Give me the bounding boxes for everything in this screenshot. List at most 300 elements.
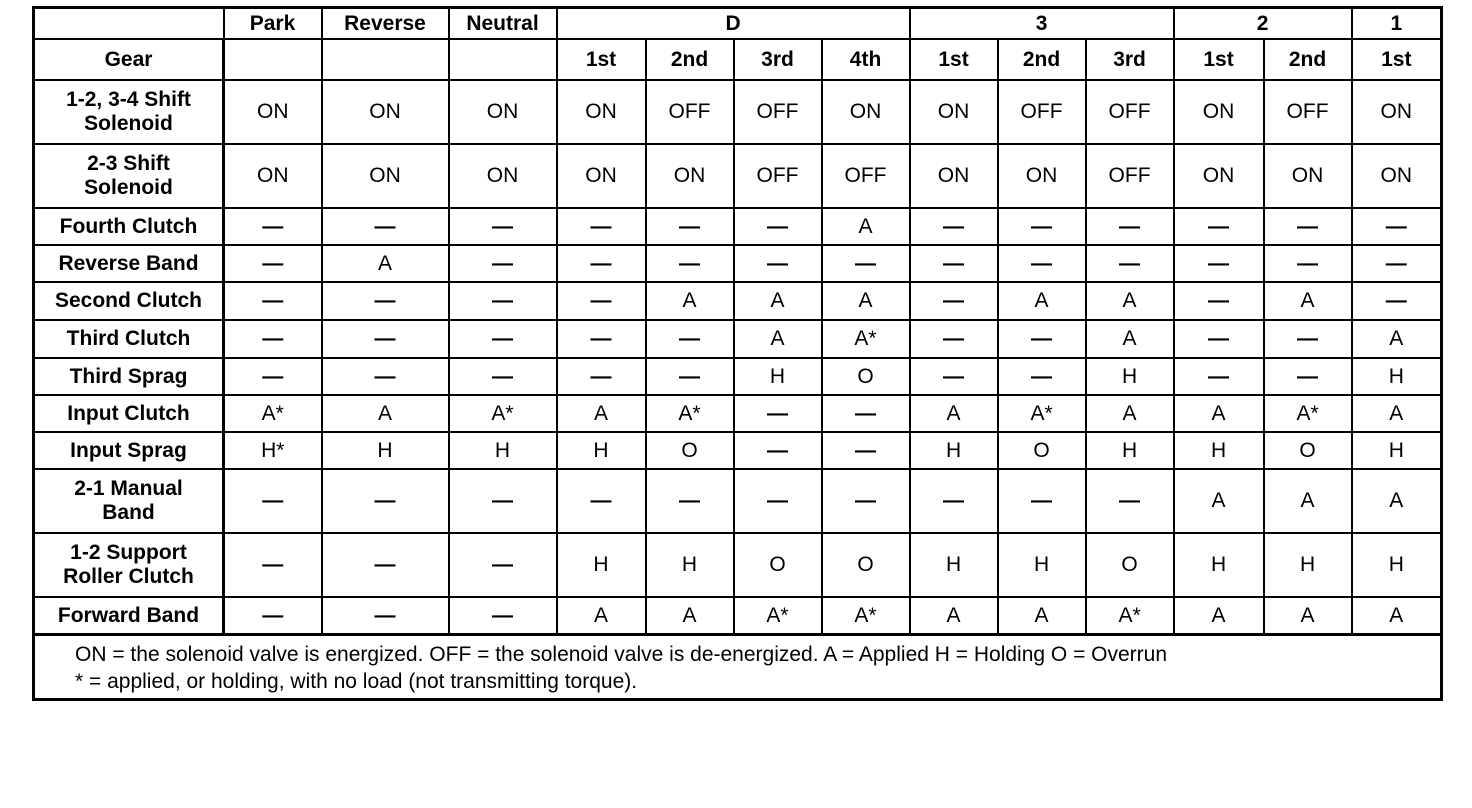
row-label [34,144,224,208]
table-row [34,395,1442,432]
cell-value: ON [937,164,970,187]
row-label [34,80,224,144]
cell-value: H [377,438,393,462]
table-cell [910,282,998,320]
cell-value: O [857,553,874,576]
cell-value: OFF [844,164,887,187]
cell-value: O [769,553,786,576]
table-cell [646,395,734,432]
table-cell [646,320,734,358]
cell-value: ON [585,164,617,187]
table-cell [1352,469,1442,533]
table-cell [557,358,646,395]
table-cell [1352,208,1442,245]
row-label: Gear [34,39,224,80]
dash-mark: — [943,289,965,312]
cell-value: A [770,289,785,312]
cell-value: OFF [1108,100,1151,123]
cell-value: A* [261,401,284,425]
cell-value: H [1388,553,1404,576]
dash-mark: — [679,214,700,238]
cell-value: OFF [668,100,711,123]
cell-value: O [857,364,874,388]
table-cell [910,597,998,635]
cell-value: OFF [1108,164,1151,187]
dash-mark: — [590,327,612,350]
cell-value: A [1300,603,1315,627]
dash-mark: — [767,438,788,462]
table-cell [822,533,910,597]
cell-value: A [858,214,873,238]
cell-value: A [1389,401,1404,425]
table-cell [557,144,646,208]
table-cell [224,432,322,469]
cell-value: H [593,553,609,576]
table-cell [449,245,557,282]
cell-value: H [769,364,786,388]
cell-value: A [1211,489,1226,512]
table-cell [646,432,734,469]
gear-cell: 1st [910,39,998,80]
dash-mark: — [374,553,396,576]
table-cell [224,80,322,144]
table-cell [322,533,449,597]
table-cell [734,432,822,469]
table-cell [224,144,322,208]
cell-value: A [593,401,608,425]
gear-cell [224,39,322,80]
table-cell [1264,144,1352,208]
table-cell [1086,245,1174,282]
dash-mark: — [679,489,700,512]
dash-mark: — [374,489,396,512]
cell-value: A [770,327,785,350]
dash-mark: — [374,289,396,312]
cell-value: H [945,553,962,576]
table-cell [910,80,998,144]
table-cell [998,144,1086,208]
table-cell [322,395,449,432]
table-cell [1264,320,1352,358]
table-cell [998,533,1086,597]
dash-mark: — [767,489,788,512]
table-row [34,597,1442,635]
cell-value: A [593,603,608,627]
dash-mark: — [262,553,284,576]
cell-value: H [593,438,609,462]
table-cell [322,282,449,320]
table-cell [449,320,557,358]
table-cell [557,80,646,144]
table-cell [910,320,998,358]
dash-mark: — [1297,364,1319,388]
table-cell [910,432,998,469]
table-cell [822,144,910,208]
table-cell [1352,358,1442,395]
table-cell [998,395,1086,432]
dash-mark: — [767,251,788,275]
dash-mark: — [1208,327,1230,350]
table-cell [646,208,734,245]
table-cell [734,533,822,597]
row-label [34,469,224,533]
cell-value: A [682,603,697,627]
cell-value: ON [1202,164,1235,187]
cell-value: A [1034,289,1049,312]
cell-value: A* [854,603,877,627]
table-cell [646,533,734,597]
table-cell [1174,245,1264,282]
row-label [34,208,224,245]
gear-cell: 1st [1174,39,1264,80]
table-cell [224,245,322,282]
table-cell [322,320,449,358]
legend-line-1: ON = the solenoid valve is energized. OFF = the solenoid valve is de-energized. A = Applied H = Holding O = Overrun [75,643,1168,666]
table-cell [1086,432,1174,469]
table-cell [1086,208,1174,245]
table-cell [557,208,646,245]
dash-mark: — [855,489,877,512]
table-cell [557,320,646,358]
dash-mark: — [590,289,612,312]
table-cell [646,358,734,395]
gear-cell: 4th [822,39,910,80]
dash-mark: — [943,489,965,512]
table-cell [734,245,822,282]
table-cell [910,395,998,432]
cell-value: A [1211,401,1226,425]
dash-mark: — [262,489,284,512]
table-row [34,144,1442,208]
table-cell [322,245,449,282]
table-cell [322,144,449,208]
table-cell [822,80,910,144]
table-cell [449,358,557,395]
table-cell [998,358,1086,395]
dash-mark: — [855,251,877,275]
table-cell [322,358,449,395]
gear-cell: 3rd [1086,39,1174,80]
dash-mark: — [1031,214,1053,238]
cell-value: ON [1202,100,1235,123]
table-cell [322,80,449,144]
dash-mark: — [1297,214,1319,238]
table-cell [1264,597,1352,635]
cell-value: O [1033,438,1050,462]
table-row [34,358,1442,395]
table-cell [910,144,998,208]
table-cell [646,144,734,208]
gear-cell [449,39,557,80]
cell-value: ON [585,100,617,123]
table-cell [1352,533,1442,597]
table-cell [449,469,557,533]
dash-mark: — [1208,289,1230,312]
cell-value: ON [1291,164,1324,187]
table-cell [822,432,910,469]
cell-value: OFF [756,100,799,123]
table-row [34,282,1442,320]
table-cell [1086,597,1174,635]
cell-value: A [946,401,961,425]
dash-mark: — [1031,489,1053,512]
table-cell [1086,395,1174,432]
table-cell [1264,282,1352,320]
table-cell [998,208,1086,245]
dash-mark: — [1031,251,1053,275]
dash-mark: — [1031,364,1053,388]
table-cell [998,245,1086,282]
table-cell [734,358,822,395]
table-cell [224,469,322,533]
table-cell [734,597,822,635]
table-row [34,208,1442,245]
row-label-text: 1-2 Support Roller Clutch [63,541,194,588]
dash-mark: — [679,364,700,388]
table-cell [1352,432,1442,469]
table-cell [734,282,822,320]
dash-mark: — [492,553,513,576]
dash-mark: — [590,489,612,512]
table-cell [557,245,646,282]
cell-value: A* [766,603,789,627]
table-cell [1174,320,1264,358]
cell-value: H [1033,553,1050,576]
dash-mark: — [1385,289,1407,312]
gear-cell: 2nd [1264,39,1352,80]
table-body [34,39,1442,635]
cell-value: H* [261,438,285,462]
dash-mark: — [855,401,877,425]
table-cell [1174,358,1264,395]
dash-mark: — [262,603,284,627]
table-cell [646,469,734,533]
dash-mark: — [943,364,965,388]
cell-value: A [377,251,392,275]
gear-cell: 2nd [998,39,1086,80]
cell-value: OFF [756,164,799,187]
table-cell [449,395,557,432]
table-cell [734,320,822,358]
table-cell [1174,469,1264,533]
table-cell [224,320,322,358]
dash-mark: — [1208,251,1230,275]
cell-value: ON [849,100,882,123]
gear-cell: 2nd [646,39,734,80]
row-label-text: Forward Band [57,603,200,627]
table-cell [1264,80,1352,144]
table-cell [1086,80,1174,144]
table-cell [734,395,822,432]
table-cell [822,282,910,320]
gear-row [34,39,1442,80]
table-cell [822,395,910,432]
cell-value: A [1122,401,1137,425]
table-cell [1264,432,1352,469]
table-cell [1174,80,1264,144]
cell-value: ON [486,100,519,123]
table-cell [1086,358,1174,395]
cell-value: H [1388,364,1404,388]
dash-mark: — [492,251,513,275]
dash-mark: — [679,251,700,275]
table-row [34,320,1442,358]
table-cell [1264,533,1352,597]
range-header-row [34,8,1442,40]
table-cell [1352,80,1442,144]
dash-mark: — [943,327,965,350]
table-cell [1174,282,1264,320]
table-cell [1174,597,1264,635]
legend-cell [34,635,1442,700]
dash-mark: — [374,603,396,627]
table-cell [998,469,1086,533]
table-cell [1174,533,1264,597]
table-cell [1264,395,1352,432]
table-cell [998,597,1086,635]
table-cell [449,80,557,144]
dash-mark: — [262,364,284,388]
dash-mark: — [679,327,700,350]
table-cell [1174,144,1264,208]
table-cell [557,469,646,533]
table-cell [322,469,449,533]
row-label-text: 1-2, 3-4 Shift Solenoid [66,88,191,135]
cell-value: A [1034,603,1049,627]
header-two: 2 [1174,8,1352,40]
dash-mark: — [374,364,396,388]
dash-mark: — [374,214,396,238]
table-cell [1264,469,1352,533]
dash-mark: — [590,364,612,388]
cell-value: ON [369,164,401,187]
table-cell [1352,282,1442,320]
table-cell [646,245,734,282]
table-cell [449,533,557,597]
cell-value: OFF [1020,100,1063,123]
dash-mark: — [492,603,513,627]
dash-mark: — [492,364,513,388]
table-cell [734,469,822,533]
table-cell [822,245,910,282]
row-label-text: Third Clutch [66,327,191,350]
header-reverse: Reverse [322,8,449,40]
table-cell [998,80,1086,144]
table-cell [910,358,998,395]
dash-mark: — [492,289,513,312]
cell-value: A [682,289,697,312]
table-cell [449,144,557,208]
table-cell [734,208,822,245]
table-cell [224,208,322,245]
row-label [34,245,224,282]
table-cell [322,432,449,469]
table-cell [1174,395,1264,432]
dash-mark: — [943,251,965,275]
dash-mark: — [1119,489,1141,512]
row-label [34,533,224,597]
table-cell [224,395,322,432]
table-cell [449,597,557,635]
dash-mark: — [1385,251,1407,275]
row-label [34,597,224,635]
table-cell [1264,245,1352,282]
cell-value: A [1211,603,1226,627]
dash-mark: — [492,489,513,512]
cell-value: O [1299,438,1316,462]
cell-value: A [858,289,873,312]
table-cell [822,208,910,245]
dash-mark: — [374,327,396,350]
row-label-text: Input Clutch [67,401,190,425]
table-cell [322,597,449,635]
table-cell [1352,245,1442,282]
dash-mark: — [855,438,877,462]
dash-mark: — [767,214,788,238]
dash-mark: — [767,401,788,425]
table-cell [1086,144,1174,208]
table-cell [822,358,910,395]
table-cell [1086,320,1174,358]
row-label [34,358,224,395]
table-cell [449,432,557,469]
cell-value: A [946,603,961,627]
row-label [34,432,224,469]
dash-mark: — [262,327,284,350]
table-cell [910,208,998,245]
dash-mark: — [262,251,284,275]
cell-value: A* [1118,603,1141,627]
legend-row [34,635,1442,700]
cell-value: ON [1025,164,1058,187]
table-cell [224,282,322,320]
cell-value: A [1122,289,1137,312]
header-one: 1 [1352,8,1442,40]
table-cell [998,282,1086,320]
cell-value: A* [854,327,877,350]
cell-value: A [1300,489,1315,512]
row-label-text: Fourth Clutch [59,214,198,238]
table-cell [1352,395,1442,432]
dash-mark: — [943,214,965,238]
table-cell [224,597,322,635]
table-cell [557,432,646,469]
gear-cell: 3rd [734,39,822,80]
table-cell [1352,597,1442,635]
dash-mark: — [1385,214,1407,238]
row-label [34,395,224,432]
dash-mark: — [492,327,513,350]
dash-mark: — [262,214,284,238]
cell-value: A [377,401,392,425]
table-cell [1264,358,1352,395]
table-cell [734,144,822,208]
cell-value: ON [369,100,401,123]
row-label-text: Third Sprag [69,364,188,388]
row-label [34,282,224,320]
cell-value: A* [1296,401,1319,425]
table-cell [910,469,998,533]
dash-mark: — [590,251,612,275]
gear-cell: 1st [1352,39,1442,80]
cell-value: H [1210,553,1227,576]
header-park: Park [224,8,322,40]
row-label-text: Reverse Band [58,251,199,275]
cell-value: A [1389,603,1404,627]
dash-mark: — [1208,214,1230,238]
table-cell [646,80,734,144]
table-cell [1086,533,1174,597]
